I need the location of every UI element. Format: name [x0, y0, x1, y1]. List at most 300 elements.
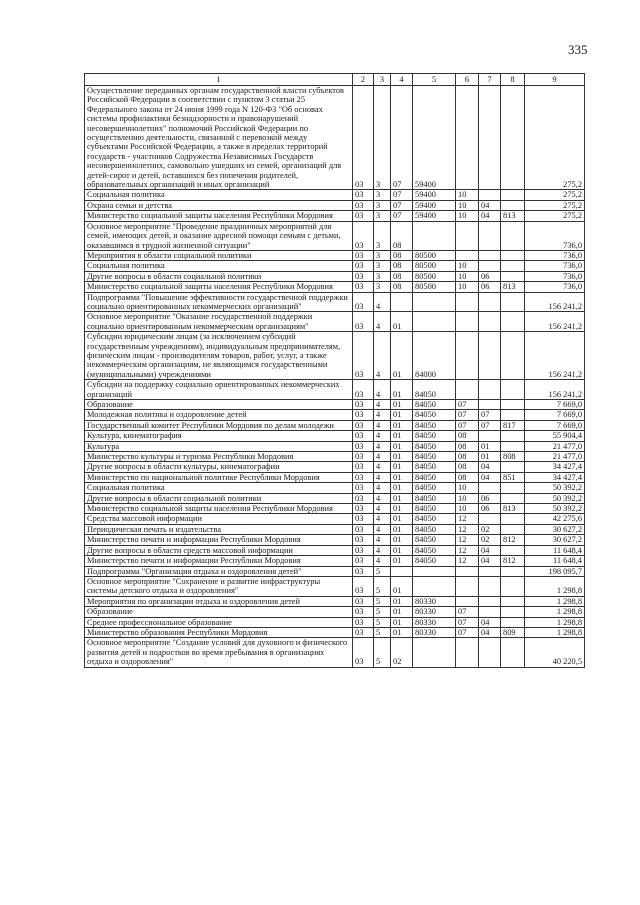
- table-cell: Социальная политика: [85, 483, 353, 493]
- table-cell: [501, 200, 525, 210]
- table-cell: 01: [391, 410, 413, 420]
- table-row: [85, 596, 585, 606]
- table-cell: [479, 400, 501, 410]
- table-cell: 04: [479, 617, 501, 627]
- table-cell: 04: [479, 627, 501, 637]
- table-cell: 03: [353, 292, 374, 312]
- table-cell: [413, 566, 456, 576]
- table-cell: [456, 221, 479, 250]
- table-cell: 156 241,2: [525, 332, 585, 380]
- table-row: [85, 420, 585, 430]
- table-cell: 1 298,8: [525, 617, 585, 627]
- table-cell: 4: [374, 462, 391, 472]
- page-number: 335: [568, 42, 588, 57]
- table-cell: Министерство печати и информации Республики Мордовия: [85, 535, 353, 545]
- table-cell: [479, 607, 501, 617]
- table-cell: 03: [353, 462, 374, 472]
- table-cell: 07: [456, 420, 479, 430]
- table-cell: [501, 431, 525, 441]
- table-cell: 84050: [413, 493, 456, 503]
- table-cell: Министерство социальной защиты населения Республики Мордовия: [85, 211, 353, 221]
- table-cell: [501, 400, 525, 410]
- table-cell: 10: [456, 282, 479, 292]
- table-cell: 80330: [413, 607, 456, 617]
- table-cell: 10: [456, 493, 479, 503]
- table-cell: Периодическая печать и издательства: [85, 524, 353, 534]
- table-cell: 03: [353, 200, 374, 210]
- table-cell: [413, 221, 456, 250]
- table-cell: 08: [456, 462, 479, 472]
- table-cell: [501, 596, 525, 606]
- table-cell: Молодежная политика и оздоровление детей: [85, 410, 353, 420]
- table-cell: 12: [456, 524, 479, 534]
- table-cell: Министерство образования Республики Мордовия: [85, 627, 353, 637]
- table-cell: 07: [456, 607, 479, 617]
- table-cell: 03: [353, 271, 374, 281]
- table-cell: 04: [479, 211, 501, 221]
- table-cell: 21 477,0: [525, 452, 585, 462]
- table-cell: 5: [374, 607, 391, 617]
- table-cell: 813: [501, 211, 525, 221]
- table-cell: 812: [501, 535, 525, 545]
- table-cell: 4: [374, 380, 391, 400]
- table-cell: 03: [353, 524, 374, 534]
- table-cell: [501, 221, 525, 250]
- table-cell: Другие вопросы в области культуры, кинематографии: [85, 462, 353, 472]
- table-row: [85, 462, 585, 472]
- table-cell: 5: [374, 566, 391, 576]
- table-cell: 03: [353, 452, 374, 462]
- table-cell: 4: [374, 410, 391, 420]
- table-cell: [479, 190, 501, 200]
- table-cell: [501, 566, 525, 576]
- table-cell: [456, 638, 479, 667]
- table-cell: 59400: [413, 200, 456, 210]
- table-cell: 01: [391, 472, 413, 482]
- table-cell: 4: [374, 483, 391, 493]
- table-cell: 03: [353, 410, 374, 420]
- table-cell: 809: [501, 627, 525, 637]
- table-cell: 07: [456, 627, 479, 637]
- table-cell: Осуществление переданных органам государственной власти субъектов Российской Федерации в соответствии с пунктом 3 статьи 25 Федерального закона от 24 июня 1999 года N 120-ФЗ "Об основах системы профилактики безнадзорности и правонарушений несовершеннолетних" полномочий Российской Федерации по осуществлению деятельности, связанной с перевозкой между субъектами Российской Федерации, а также в пределах территорий государств - участников Содружества Независимых Государств несовершеннолетних, самовольно ушедших из семей, организаций для детей-сирот и детей, оставшихся без попечения родителей, образовательных организаций и иных организаций: [85, 86, 353, 190]
- table-cell: [479, 576, 501, 596]
- table-cell: 84050: [413, 504, 456, 514]
- table-cell: 08: [456, 441, 479, 451]
- header-row: [85, 74, 585, 86]
- table-cell: 04: [479, 556, 501, 566]
- table-cell: Среднее профессиональное образование: [85, 617, 353, 627]
- table-cell: 84050: [413, 431, 456, 441]
- table-cell: 80500: [413, 282, 456, 292]
- table-row: [85, 556, 585, 566]
- header-cell: 7: [479, 74, 501, 86]
- table-cell: 3: [374, 211, 391, 221]
- table-cell: 01: [391, 535, 413, 545]
- table-cell: [456, 566, 479, 576]
- table-cell: 3: [374, 261, 391, 271]
- table-cell: 84050: [413, 524, 456, 534]
- table-cell: 01: [391, 452, 413, 462]
- table-cell: 3: [374, 271, 391, 281]
- table-cell: [501, 261, 525, 271]
- table-cell: 3: [374, 200, 391, 210]
- table-row: [85, 452, 585, 462]
- table-cell: 50 392,2: [525, 504, 585, 514]
- table-cell: [391, 566, 413, 576]
- table-cell: 5: [374, 638, 391, 667]
- table-cell: 55 904,4: [525, 431, 585, 441]
- table-cell: 03: [353, 504, 374, 514]
- table-cell: [501, 617, 525, 627]
- table-cell: 01: [391, 462, 413, 472]
- table-row: [85, 627, 585, 637]
- table-cell: 10: [456, 211, 479, 221]
- table-cell: 03: [353, 493, 374, 503]
- table-cell: 59400: [413, 190, 456, 200]
- table-cell: 03: [353, 380, 374, 400]
- table-cell: 156 241,2: [525, 292, 585, 312]
- table-cell: 5: [374, 596, 391, 606]
- table-cell: 01: [479, 452, 501, 462]
- table-cell: 3: [374, 86, 391, 190]
- header-cell: 9: [525, 74, 585, 86]
- table-cell: 59400: [413, 211, 456, 221]
- table-cell: 08: [456, 472, 479, 482]
- table-cell: 03: [353, 190, 374, 200]
- table-row: [85, 190, 585, 200]
- table-cell: 10: [456, 190, 479, 200]
- table-cell: 04: [479, 462, 501, 472]
- table-cell: 03: [353, 441, 374, 451]
- table-row: [85, 617, 585, 627]
- table-cell: [501, 483, 525, 493]
- header-cell: 1: [85, 74, 353, 86]
- table-cell: [501, 86, 525, 190]
- table-cell: 03: [353, 556, 374, 566]
- table-cell: 03: [353, 250, 374, 260]
- table-cell: 4: [374, 292, 391, 312]
- table-cell: Мероприятия по организации отдыха и оздоровления детей: [85, 596, 353, 606]
- table-cell: 7 669,0: [525, 400, 585, 410]
- table-cell: 08: [391, 261, 413, 271]
- table-row: [85, 292, 585, 312]
- table-cell: [501, 190, 525, 200]
- table-cell: 01: [391, 312, 413, 332]
- table-cell: [479, 483, 501, 493]
- table-cell: 50 392,2: [525, 483, 585, 493]
- table-row: [85, 332, 585, 380]
- table-row: [85, 545, 585, 555]
- table-cell: 02: [479, 524, 501, 534]
- table-cell: 275,2: [525, 86, 585, 190]
- table-cell: 4: [374, 493, 391, 503]
- table-cell: 80330: [413, 596, 456, 606]
- table-cell: 03: [353, 627, 374, 637]
- table-cell: 07: [391, 200, 413, 210]
- table-row: [85, 431, 585, 441]
- table-cell: 06: [479, 282, 501, 292]
- header-cell: 2: [353, 74, 374, 86]
- table-cell: [479, 261, 501, 271]
- table-cell: 84050: [413, 483, 456, 493]
- table-cell: 01: [391, 596, 413, 606]
- table-cell: 1 298,8: [525, 576, 585, 596]
- table-cell: [501, 441, 525, 451]
- table-cell: 07: [456, 410, 479, 420]
- table-cell: [501, 332, 525, 380]
- table-cell: 4: [374, 312, 391, 332]
- table-cell: 1 298,8: [525, 627, 585, 637]
- table-row: [85, 86, 585, 190]
- table-cell: 03: [353, 211, 374, 221]
- table-cell: [501, 292, 525, 312]
- table-cell: 01: [391, 545, 413, 555]
- table-cell: [479, 332, 501, 380]
- table-row: [85, 472, 585, 482]
- table-cell: Культура, кинематография: [85, 431, 353, 441]
- table-cell: 10: [456, 504, 479, 514]
- table-cell: 01: [391, 431, 413, 441]
- table-row: [85, 576, 585, 596]
- header-cell: 8: [501, 74, 525, 86]
- table-cell: 5: [374, 617, 391, 627]
- table-cell: 156 241,2: [525, 380, 585, 400]
- table-cell: [501, 380, 525, 400]
- table-cell: [501, 410, 525, 420]
- table-cell: Министерство культуры и туризма Республики Мордовия: [85, 452, 353, 462]
- table-cell: 01: [391, 617, 413, 627]
- table-cell: [413, 312, 456, 332]
- table-cell: Образование: [85, 400, 353, 410]
- table-cell: 02: [479, 535, 501, 545]
- table-cell: [479, 312, 501, 332]
- table-cell: [479, 566, 501, 576]
- table-cell: 01: [391, 493, 413, 503]
- table-cell: 275,2: [525, 211, 585, 221]
- table-cell: [501, 514, 525, 524]
- table-cell: 03: [353, 576, 374, 596]
- table-cell: [479, 638, 501, 667]
- table-row: [85, 211, 585, 221]
- table-cell: [456, 86, 479, 190]
- table-cell: Другие вопросы в области средств массовой информации: [85, 545, 353, 555]
- table-row: [85, 524, 585, 534]
- table-cell: 84050: [413, 545, 456, 555]
- table-cell: Субсидии на поддержку социально ориентированных некоммерческих организаций: [85, 380, 353, 400]
- table-cell: 7 669,0: [525, 410, 585, 420]
- table-row: [85, 250, 585, 260]
- table-cell: 03: [353, 545, 374, 555]
- table-cell: 84050: [413, 420, 456, 430]
- table-row: [85, 282, 585, 292]
- table-cell: 84050: [413, 410, 456, 420]
- table-cell: 30 627,2: [525, 524, 585, 534]
- table-cell: 3: [374, 282, 391, 292]
- header-cell: 3: [374, 74, 391, 86]
- table-cell: [391, 292, 413, 312]
- header-cell: 4: [391, 74, 413, 86]
- table-row: [85, 380, 585, 400]
- table-cell: [501, 576, 525, 596]
- table-cell: [456, 292, 479, 312]
- table-cell: 01: [479, 441, 501, 451]
- table-cell: 84050: [413, 441, 456, 451]
- header-cell: 6: [456, 74, 479, 86]
- table-cell: 01: [391, 627, 413, 637]
- table-row: [85, 441, 585, 451]
- table-cell: Мероприятия в области социальной политики: [85, 250, 353, 260]
- table-cell: 736,0: [525, 221, 585, 250]
- table-cell: Социальная политика: [85, 261, 353, 271]
- table-cell: 03: [353, 535, 374, 545]
- table-cell: 50 392,2: [525, 493, 585, 503]
- table-cell: [479, 431, 501, 441]
- table-row: [85, 271, 585, 281]
- table-cell: 21 477,0: [525, 441, 585, 451]
- table-cell: 03: [353, 638, 374, 667]
- table-row: [85, 221, 585, 250]
- table-cell: Государственный комитет Республики Мордовия по делам молодежи: [85, 420, 353, 430]
- table-cell: [479, 86, 501, 190]
- table-cell: 03: [353, 86, 374, 190]
- table-cell: Основное мероприятие "Оказание государственной поддержки социально ориентированным некоммерческим организациям": [85, 312, 353, 332]
- table-cell: 84000: [413, 332, 456, 380]
- table-row: [85, 261, 585, 271]
- table-cell: Подпрограмма "Организация отдыха и оздоровления детей": [85, 566, 353, 576]
- table-row: [85, 410, 585, 420]
- table-row: [85, 504, 585, 514]
- table-cell: 812: [501, 556, 525, 566]
- table-cell: Социальная политика: [85, 190, 353, 200]
- table-cell: 03: [353, 431, 374, 441]
- table-cell: Основное мероприятие "Создание условий для духовного и физического развития детей и подростков во время пребывания в организациях отдыха и оздоровления": [85, 638, 353, 667]
- table-cell: 03: [353, 596, 374, 606]
- table-cell: [479, 380, 501, 400]
- table-cell: [501, 524, 525, 534]
- table-cell: 736,0: [525, 271, 585, 281]
- table-cell: 06: [479, 493, 501, 503]
- table-cell: 5: [374, 576, 391, 596]
- table-cell: 08: [391, 282, 413, 292]
- table-cell: Другие вопросы в области социальной политики: [85, 271, 353, 281]
- table-cell: 84050: [413, 380, 456, 400]
- table-cell: 275,2: [525, 200, 585, 210]
- table-cell: 84050: [413, 535, 456, 545]
- table-cell: 3: [374, 190, 391, 200]
- table-cell: 80500: [413, 261, 456, 271]
- table-cell: 34 427,4: [525, 462, 585, 472]
- table-cell: 03: [353, 420, 374, 430]
- table-cell: [413, 638, 456, 667]
- table-cell: 01: [391, 556, 413, 566]
- table-cell: 156 241,2: [525, 312, 585, 332]
- table-cell: 11 648,4: [525, 545, 585, 555]
- table-cell: [456, 332, 479, 380]
- table-cell: 04: [479, 545, 501, 555]
- table-cell: [479, 221, 501, 250]
- table-cell: 4: [374, 441, 391, 451]
- table-cell: 80330: [413, 617, 456, 627]
- table-cell: 01: [391, 576, 413, 596]
- table-cell: [501, 607, 525, 617]
- budget-table: [84, 73, 585, 668]
- table-row: [85, 638, 585, 667]
- table-cell: 03: [353, 472, 374, 482]
- table-cell: 813: [501, 504, 525, 514]
- table-cell: 1 298,8: [525, 596, 585, 606]
- table-cell: 01: [391, 380, 413, 400]
- table-cell: 34 427,4: [525, 472, 585, 482]
- table-cell: 06: [479, 504, 501, 514]
- table-row: [85, 483, 585, 493]
- table-cell: 01: [391, 504, 413, 514]
- table-cell: 03: [353, 566, 374, 576]
- table-cell: 80330: [413, 627, 456, 637]
- table-cell: 07: [479, 420, 501, 430]
- table-row: [85, 535, 585, 545]
- table-cell: [501, 638, 525, 667]
- table-cell: 4: [374, 535, 391, 545]
- table-cell: 07: [391, 190, 413, 200]
- table-row: [85, 200, 585, 210]
- table-cell: [456, 250, 479, 260]
- table-cell: 03: [353, 282, 374, 292]
- table-cell: 10: [456, 261, 479, 271]
- table-cell: [501, 312, 525, 332]
- table-cell: 01: [391, 607, 413, 617]
- table-cell: 03: [353, 400, 374, 410]
- table-cell: 4: [374, 545, 391, 555]
- table-cell: Министерство социальной защиты населения Республики Мордовия: [85, 282, 353, 292]
- table-cell: 4: [374, 524, 391, 534]
- table-cell: 12: [456, 545, 479, 555]
- table-cell: [456, 380, 479, 400]
- table-cell: 02: [391, 638, 413, 667]
- table-cell: 01: [391, 332, 413, 380]
- table-cell: 42 275,6: [525, 514, 585, 524]
- table-cell: [456, 576, 479, 596]
- table-cell: [501, 250, 525, 260]
- table-cell: 01: [391, 483, 413, 493]
- table-cell: 08: [391, 271, 413, 281]
- table-cell: 813: [501, 282, 525, 292]
- table-cell: 736,0: [525, 250, 585, 260]
- table-cell: 30 627,2: [525, 535, 585, 545]
- table-cell: 4: [374, 400, 391, 410]
- table-row: [85, 400, 585, 410]
- table-row: [85, 312, 585, 332]
- table-cell: 03: [353, 617, 374, 627]
- table-cell: Основное мероприятие "Проведение праздничных мероприятий для семей, имеющих детей, и оказание адресной помощи семьям с детьми, оказавшимся в трудной жизненной ситуации": [85, 221, 353, 250]
- table-cell: 01: [391, 400, 413, 410]
- table-cell: [479, 292, 501, 312]
- table-cell: 10: [456, 271, 479, 281]
- table-cell: 4: [374, 504, 391, 514]
- table-cell: 12: [456, 535, 479, 545]
- table-cell: 01: [391, 441, 413, 451]
- table-cell: Другие вопросы в области социальной политики: [85, 493, 353, 503]
- table-cell: 851: [501, 472, 525, 482]
- table-cell: [501, 271, 525, 281]
- table-cell: [479, 596, 501, 606]
- table-cell: Министерство по национальной политике Республики Мордовия: [85, 472, 353, 482]
- table-row: [85, 493, 585, 503]
- table-cell: 80500: [413, 271, 456, 281]
- table-cell: Министерство печати и информации Республики Мордовия: [85, 556, 353, 566]
- table-cell: 84050: [413, 462, 456, 472]
- table-cell: 4: [374, 472, 391, 482]
- table-cell: 07: [456, 400, 479, 410]
